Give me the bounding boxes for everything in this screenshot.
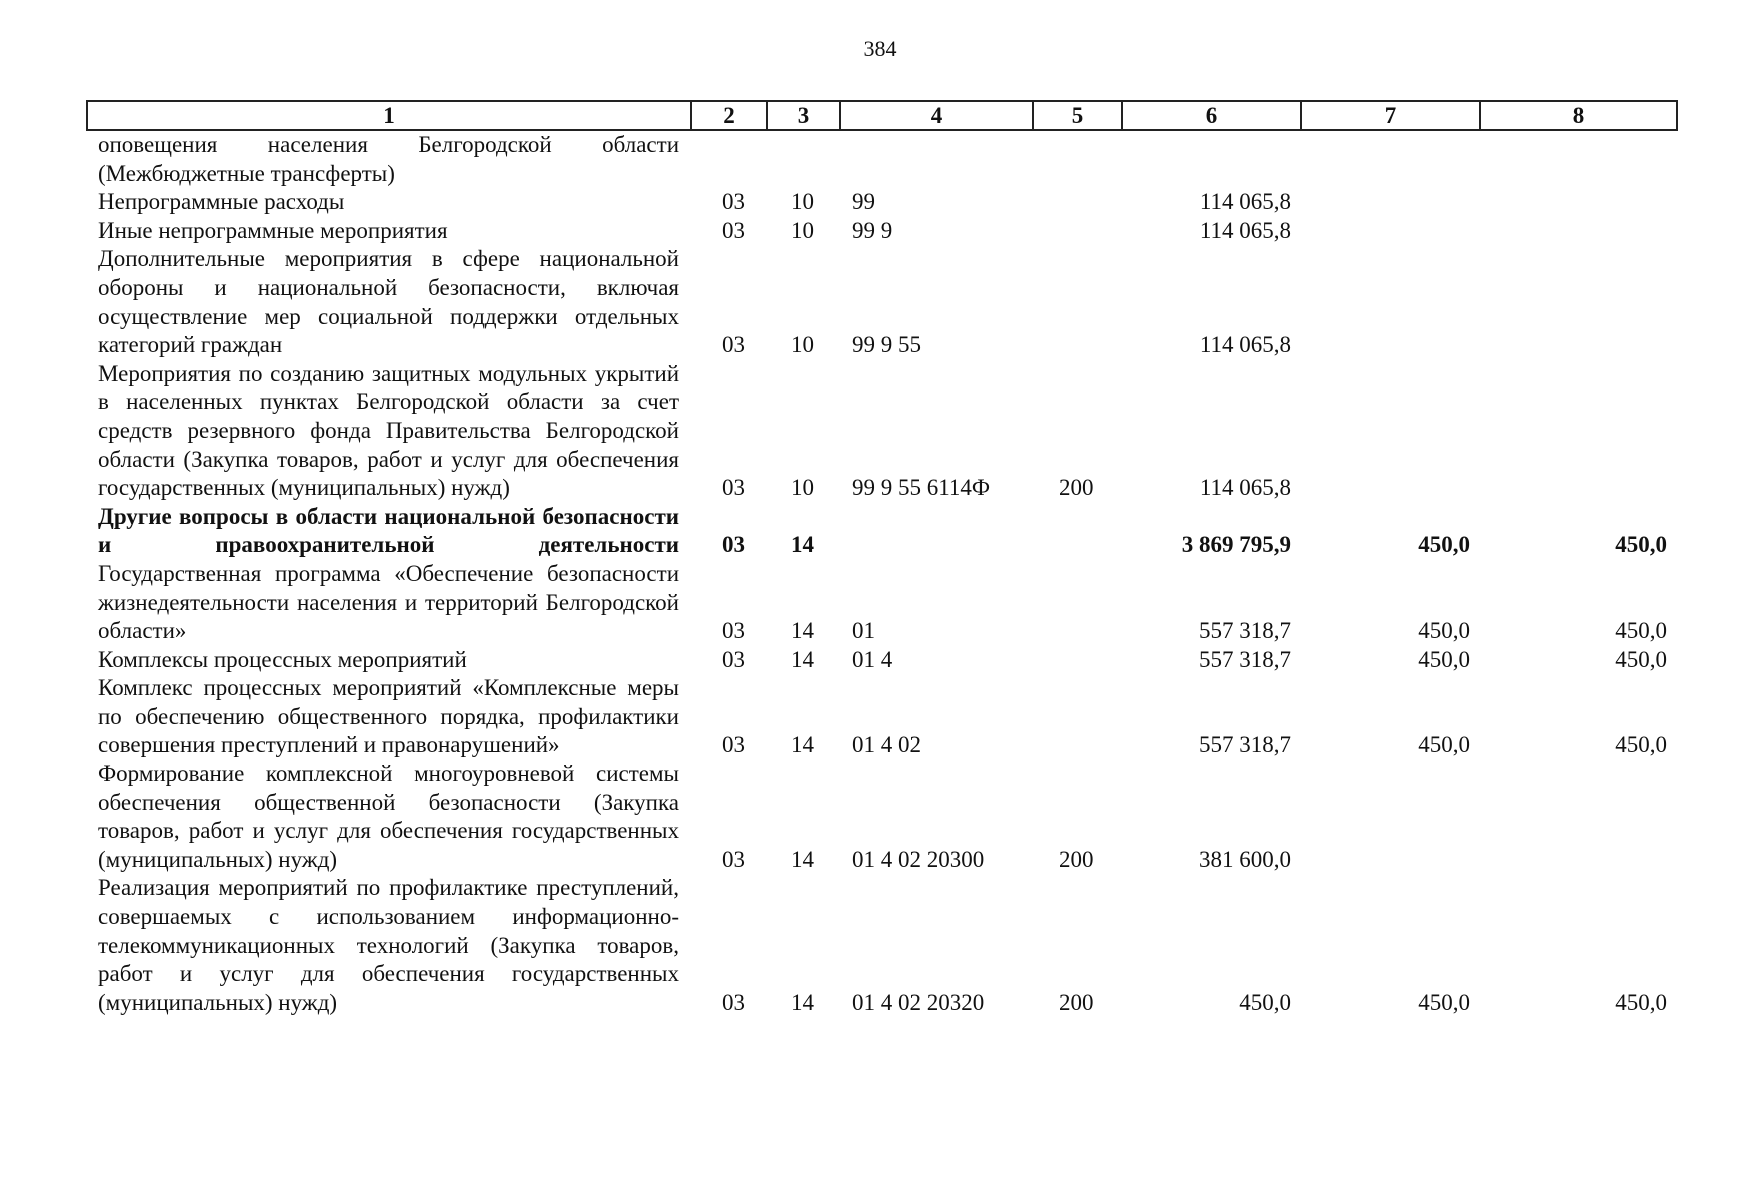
- section-code-cell: 03: [722, 475, 745, 501]
- row-name-cell: Другие вопросы в области национальной безопасности и правоохранительной деятельности: [98, 503, 679, 558]
- expense-type-cell: 200: [1059, 989, 1094, 1015]
- table-row: [87, 874, 1677, 1017]
- target-article-cell: 99: [852, 189, 875, 215]
- amount-col6-cell: 114 065,8: [1199, 475, 1291, 501]
- amount-col7-cell: 450,0: [1418, 532, 1470, 558]
- amount-col8-cell: [1480, 188, 1677, 217]
- target-article-cell: 01 4 02 20300: [852, 846, 985, 872]
- amount-col7-cell: [1301, 217, 1480, 246]
- row-name-cell: Государственная программа «Обеспечение безопасности жизнедеятельности населения и территорий Белгородской области»: [98, 560, 679, 644]
- expense-type-cell: [1033, 217, 1122, 246]
- table-row: [87, 245, 1677, 359]
- row-name-cell: Непрограммные расходы: [98, 189, 345, 215]
- expense-type-cell: [1033, 646, 1122, 675]
- amount-col6-cell: 557 318,7: [1199, 618, 1291, 644]
- amount-col7-cell: [1301, 130, 1480, 188]
- table-row: [87, 760, 1677, 874]
- table-row: [87, 217, 1677, 246]
- amount-col6-cell: 557 318,7: [1199, 732, 1291, 758]
- subsection-code-cell: 10: [791, 217, 814, 243]
- column-header-5: 5: [1033, 101, 1122, 130]
- amount-col6-cell: 381 600,0: [1199, 846, 1291, 872]
- amount-col7-cell: 450,0: [1418, 732, 1470, 758]
- row-name-cell: Комплекс процессных мероприятий «Комплексные меры по обеспечению общественного порядка, профилактики совершения преступлений и правонарушений»: [98, 675, 679, 758]
- row-name-cell: оповещения населения Белгородской области (Межбюджетные трансферты): [98, 132, 679, 186]
- amount-col8-cell: [1480, 130, 1677, 188]
- subsection-code-cell: 14: [791, 989, 814, 1015]
- subsection-code-cell: 10: [791, 475, 814, 501]
- table-header: [87, 101, 1677, 130]
- amount-col6-cell: 114 065,8: [1199, 332, 1291, 358]
- section-code-cell: 03: [722, 989, 745, 1015]
- subsection-code-cell: 14: [791, 618, 814, 644]
- target-article-cell: 99 9 55 6114Ф: [852, 475, 991, 501]
- amount-col7-cell: 450,0: [1418, 618, 1470, 644]
- table-row: [87, 130, 1677, 188]
- amount-col6-cell: 557 318,7: [1199, 646, 1291, 672]
- amount-col8-cell: [1480, 245, 1677, 359]
- table-row: [87, 646, 1677, 675]
- subsection-code-cell: [767, 130, 840, 188]
- amount-col8-cell: 450,0: [1615, 732, 1667, 758]
- table-row: [87, 560, 1677, 646]
- amount-col8-cell: 450,0: [1615, 989, 1667, 1015]
- expense-type-cell: 200: [1059, 846, 1094, 872]
- section-code-cell: 03: [722, 732, 745, 758]
- row-name-cell: Комплексы процессных мероприятий: [98, 646, 467, 672]
- amount-col7-cell: 450,0: [1418, 989, 1470, 1015]
- section-code-cell: 03: [722, 646, 745, 672]
- amount-col6-cell: 3 869 795,9: [1181, 532, 1291, 558]
- table-row: [87, 503, 1677, 560]
- section-code-cell: 03: [722, 189, 745, 215]
- section-code-cell: 03: [722, 846, 745, 872]
- target-article-cell: 99 9 55: [852, 332, 921, 358]
- amount-col6-cell: 114 065,8: [1199, 189, 1291, 215]
- amount-col8-cell: [1480, 760, 1677, 874]
- row-name-cell: Реализация мероприятий по профилактике преступлений, совершаемых с использованием информационно-телекоммуникационных технологий (Закупка товаров, работ и услуг для обеспечения государственных (муниципальных) нужд): [98, 875, 679, 1015]
- subsection-code-cell: 10: [791, 189, 814, 215]
- header-row: [87, 101, 1677, 130]
- subsection-code-cell: 10: [791, 332, 814, 358]
- target-article-cell: [840, 130, 1033, 188]
- section-code-cell: [691, 130, 767, 188]
- column-header-8: 8: [1480, 101, 1677, 130]
- amount-col6-cell: 114 065,8: [1199, 217, 1291, 243]
- subsection-code-cell: 14: [791, 532, 814, 558]
- amount-col8-cell: [1480, 217, 1677, 246]
- page-number: 384: [863, 36, 897, 61]
- amount-col7-cell: [1301, 245, 1480, 359]
- section-code-cell: 03: [722, 532, 745, 558]
- table-row: [87, 674, 1677, 760]
- row-name-cell: Дополнительные мероприятия в сфере национальной обороны и национальной безопасности, включая осуществление мер социальной поддержки отдельных категорий граждан: [98, 246, 679, 358]
- expense-type-cell: 200: [1059, 475, 1094, 501]
- column-header-1: 1: [87, 101, 691, 130]
- column-header-7: 7: [1301, 101, 1480, 130]
- amount-col7-cell: 450,0: [1418, 646, 1470, 672]
- expense-type-cell: [1033, 245, 1122, 359]
- target-article-cell: 01 4 02: [852, 732, 921, 758]
- amount-col6-cell: 450,0: [1239, 989, 1291, 1015]
- subsection-code-cell: 14: [791, 732, 814, 758]
- section-code-cell: 03: [722, 332, 745, 358]
- budget-table: [86, 100, 1678, 1017]
- column-header-6: 6: [1122, 101, 1301, 130]
- table-row: [87, 188, 1677, 217]
- column-header-3: 3: [767, 101, 840, 130]
- section-code-cell: 03: [722, 217, 745, 243]
- table-row: [87, 360, 1677, 503]
- target-article-cell: 01 4: [852, 646, 893, 672]
- expense-type-cell: [1033, 560, 1122, 646]
- expense-type-cell: [1033, 503, 1122, 560]
- row-name-cell: Формирование комплексной многоуровневой системы обеспечения общественной безопасности (Закупка товаров, работ и услуг для обеспечения государственных (муниципальных) нужд): [98, 761, 679, 872]
- target-article-cell: [840, 503, 1033, 560]
- amount-col7-cell: [1301, 188, 1480, 217]
- amount-col6-cell: [1122, 130, 1301, 188]
- table-body: [87, 130, 1677, 1017]
- amount-col8-cell: [1480, 360, 1677, 503]
- amount-col7-cell: [1301, 360, 1480, 503]
- row-name-cell: Иные непрограммные мероприятия: [98, 217, 448, 243]
- expense-type-cell: [1033, 130, 1122, 188]
- target-article-cell: 01 4 02 20320: [852, 989, 985, 1015]
- amount-col7-cell: [1301, 760, 1480, 874]
- amount-col8-cell: 450,0: [1615, 532, 1667, 558]
- expense-type-cell: [1033, 674, 1122, 760]
- subsection-code-cell: 14: [791, 646, 814, 672]
- subsection-code-cell: 14: [791, 846, 814, 872]
- expense-type-cell: [1033, 188, 1122, 217]
- target-article-cell: 99 9: [852, 217, 893, 243]
- amount-col8-cell: 450,0: [1615, 646, 1667, 672]
- column-header-2: 2: [691, 101, 767, 130]
- target-article-cell: 01: [852, 618, 875, 644]
- row-name-cell: Мероприятия по созданию защитных модульных укрытий в населенных пунктах Белгородской области за счет средств резервного фонда Правительства Белгородской области (Закупка товаров, работ и услуг для обеспечения государственных (муниципальных) нужд): [98, 360, 679, 501]
- section-code-cell: 03: [722, 618, 745, 644]
- amount-col8-cell: 450,0: [1615, 618, 1667, 644]
- column-header-4: 4: [840, 101, 1033, 130]
